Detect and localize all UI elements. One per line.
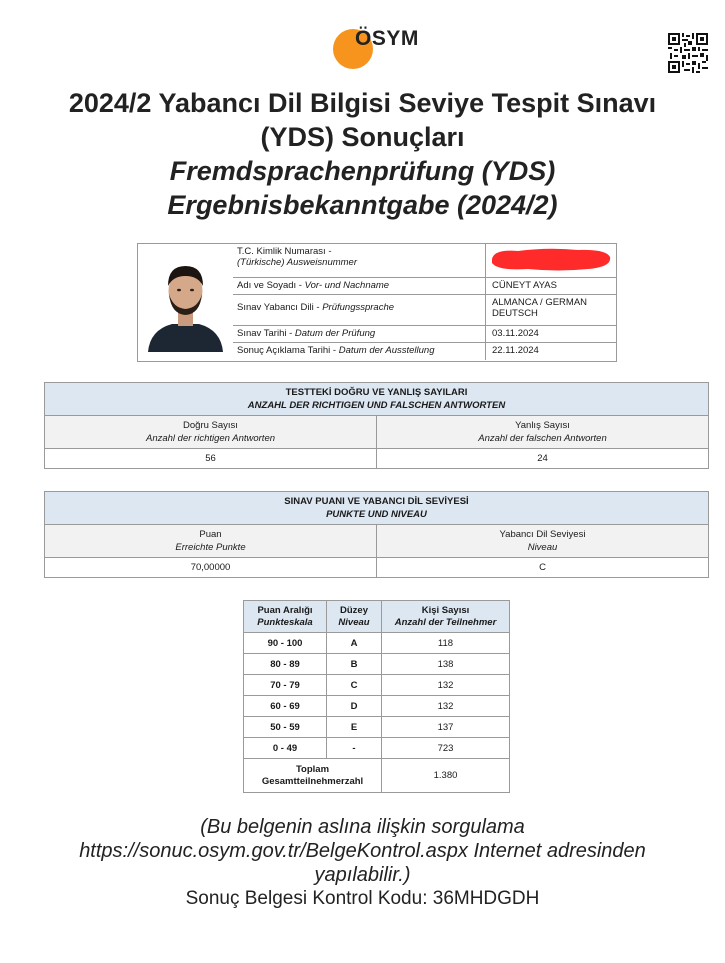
- level-cell: D: [327, 696, 382, 717]
- count-cell: 132: [382, 675, 510, 696]
- info-row-name: [233, 278, 616, 295]
- total-value: 1.380: [382, 759, 510, 793]
- footer-line2: https://sonuc.osym.gov.tr/BelgeKontrol.aspx Internet adresinden: [79, 840, 646, 862]
- range-cell: 90 - 100: [244, 633, 327, 654]
- control-code: Sonuç Belgesi Kontrol Kodu: 36MHDGDH: [185, 888, 540, 909]
- lang-value-line1: ALMANCA / GERMAN: [492, 297, 588, 308]
- osym-logo: [333, 25, 433, 69]
- count-cell: 118: [382, 633, 510, 654]
- title-de-line2: Ergebnisbekanntgabe (2024/2): [167, 190, 558, 220]
- level-cell: C: [327, 675, 382, 696]
- col-level-de: Niveau: [338, 616, 370, 628]
- id-label-de: (Türkische) Ausweisnummer: [237, 257, 358, 268]
- points-value: 70,00000: [190, 562, 231, 573]
- range-cell: 0 - 49: [244, 738, 327, 759]
- table-row: [244, 654, 510, 675]
- logo-text: ÖSYM: [355, 27, 419, 50]
- answers-title-tr: TESTTEKİ DOĞRU VE YANLIŞ SAYILARI: [285, 387, 468, 398]
- footer-line1: (Bu belgenin aslına ilişkin sorgulama: [200, 816, 525, 838]
- info-row-language: [233, 295, 616, 326]
- qr-code-icon: [668, 33, 708, 73]
- date-value: 03.11.2024: [492, 328, 539, 339]
- range-cell: 60 - 69: [244, 696, 327, 717]
- total-row: [244, 759, 510, 793]
- wrong-label-de: Anzahl der falschen Antworten: [478, 433, 607, 444]
- verification-note: [20, 815, 705, 911]
- footer-line3: yapılabilir.): [314, 864, 411, 886]
- count-cell: 138: [382, 654, 510, 675]
- count-cell: 137: [382, 717, 510, 738]
- correct-count: 56: [205, 453, 216, 464]
- announce-value: 22.11.2024: [492, 345, 539, 356]
- date-label-tr: Sınav Tarihi -: [237, 328, 293, 339]
- correct-label-tr: Doğru Sayısı: [183, 420, 238, 431]
- score-title-de: PUNKTE UND NIVEAU: [326, 509, 427, 520]
- person-photo-icon: [138, 244, 233, 361]
- redaction-mark: [488, 247, 612, 273]
- score-section: [44, 491, 709, 578]
- range-cell: 80 - 89: [244, 654, 327, 675]
- col-count-tr: Kişi Sayısı: [421, 604, 470, 616]
- col-range-tr: Puan Aralığı: [257, 604, 313, 616]
- lang-label-de: Prüfungssprache: [322, 302, 395, 313]
- points-label-de: Erreichte Punkte: [175, 542, 246, 553]
- col-count-de: Anzahl der Teilnehmer: [394, 616, 497, 628]
- count-cell: 132: [382, 696, 510, 717]
- level-cell: E: [327, 717, 382, 738]
- title-tr-line2: (YDS) Sonuçları: [260, 122, 465, 152]
- table-row: [244, 633, 510, 654]
- score-title-tr: SINAV PUANI VE YABANCI DİL SEVİYESİ: [284, 496, 469, 507]
- candidate-photo: [138, 244, 233, 361]
- answers-section: [44, 382, 709, 469]
- points-label-tr: Puan: [199, 529, 222, 540]
- announce-label-tr: Sonuç Açıklama Tarihi -: [237, 345, 337, 356]
- level-cell: B: [327, 654, 382, 675]
- col-range-de: Punkteskala: [257, 616, 313, 628]
- title-tr-line1: 2024/2 Yabancı Dil Bilgisi Seviye Tespit Sınavı: [68, 88, 657, 118]
- lang-value-line2: DEUTSCH: [492, 308, 538, 319]
- level-value: C: [376, 558, 708, 577]
- name-value: CÜNEYT AYAS: [492, 280, 557, 291]
- announce-label-de: Datum der Ausstellung: [338, 345, 435, 356]
- level-label-de: Niveau: [527, 542, 558, 553]
- answers-title-de: ANZAHL DER RICHTIGEN UND FALSCHEN ANTWORTEN: [247, 400, 506, 411]
- count-cell: 723: [382, 738, 510, 759]
- total-label-tr: Toplam: [295, 763, 330, 775]
- name-label-de: Vor- und Nachname: [304, 280, 390, 291]
- wrong-count: 24: [376, 449, 708, 468]
- correct-label-de: Anzahl der richtigen Antworten: [145, 433, 276, 444]
- table-header-row: [244, 601, 510, 633]
- total-label-de: Gesamtteilnehmerzahl: [261, 775, 364, 787]
- id-label-tr: T.C. Kimlik Numarası -: [237, 246, 332, 257]
- range-cell: 50 - 59: [244, 717, 327, 738]
- lang-label-tr: Sınav Yabancı Dili -: [237, 302, 320, 313]
- table-row: [244, 696, 510, 717]
- table-row: [244, 717, 510, 738]
- level-cell: A: [327, 633, 382, 654]
- col-level-tr: Düzey: [340, 604, 368, 616]
- name-label-tr: Adı ve Soyadı -: [237, 280, 302, 291]
- range-cell: 70 - 79: [244, 675, 327, 696]
- level-cell: -: [327, 738, 382, 759]
- wrong-label-tr: Yanlış Sayısı: [515, 420, 570, 431]
- table-row: [244, 675, 510, 696]
- level-label-tr: Yabancı Dil Seviyesi: [499, 529, 586, 540]
- table-row: [244, 738, 510, 759]
- info-row-exam-date: [233, 326, 616, 343]
- document-title: [20, 86, 705, 222]
- title-de-line1: Fremdsprachenprüfung (YDS): [169, 156, 556, 186]
- score-distribution-table: [243, 600, 510, 793]
- date-label-de: Datum der Prüfung: [294, 328, 376, 339]
- info-row-announce-date: [233, 343, 616, 360]
